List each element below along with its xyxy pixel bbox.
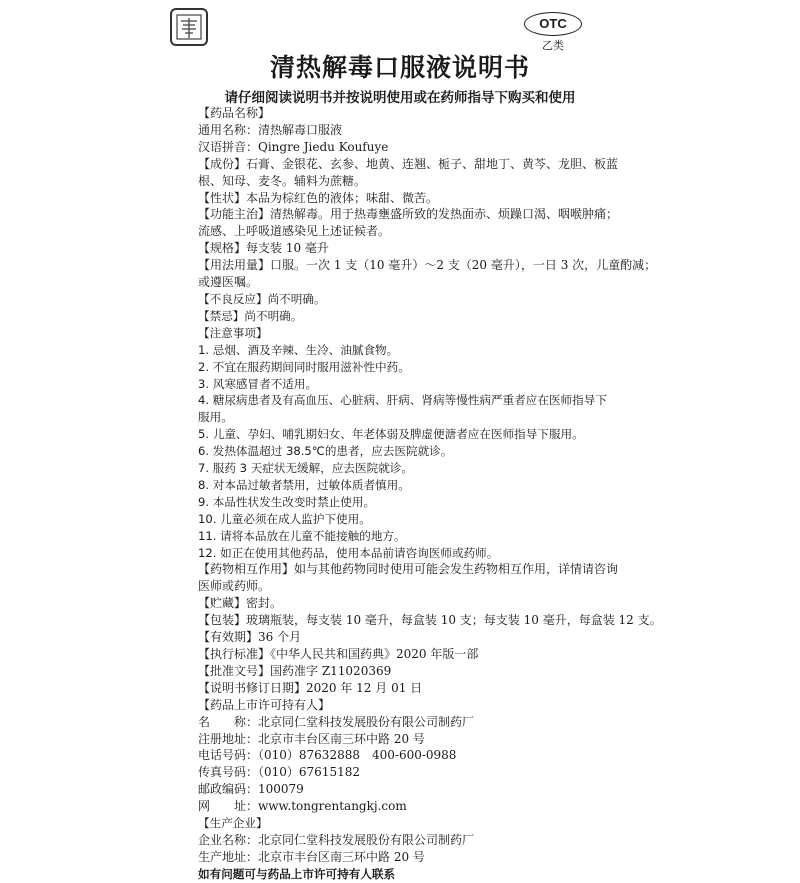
precaution-item: 12. 如正在使用其他药品，使用本品前请咨询医师或药师。 bbox=[198, 545, 499, 560]
holder-phone-line: 电话号码：（010）87632888 400-600-0988 bbox=[198, 748, 457, 763]
document-subtitle: 请仔细阅读说明书并按说明使用或在药师指导下购买和使用 bbox=[224, 90, 576, 106]
ingredients-line: 【成份】石膏、金银花、玄参、地黄、连翘、栀子、甜地丁、黄芩、龙胆、板蓝 bbox=[198, 156, 619, 171]
leaflet-body bbox=[198, 105, 662, 883]
holder-postcode-line: 邮政编码：100079 bbox=[198, 782, 304, 797]
section-manufacturer: 【生产企业】 bbox=[198, 816, 268, 831]
revision-date-line: 【说明书修订日期】2020 年 12 月 01 日 bbox=[198, 680, 423, 695]
precaution-item: 1. 忌烟、酒及辛辣、生冷、油腻食物。 bbox=[198, 342, 399, 357]
precaution-item: 2. 不宜在服药期间同时服用滋补性中药。 bbox=[198, 359, 410, 374]
precaution-item: 7. 服药 3 天症状无缓解，应去医院就诊。 bbox=[198, 461, 413, 476]
otc-badge: OTC bbox=[524, 12, 582, 36]
section-license-holder: 【药品上市许可持有人】 bbox=[198, 697, 331, 712]
pinyin-line: 汉语拼音：Qingre Jiedu Koufuye bbox=[198, 139, 389, 154]
contact-note: 如有问题可与药品上市许可持有人联系 bbox=[198, 866, 396, 881]
indications-line: 【功能主治】清热解毒。用于热毒壅盛所致的发热面赤、烦躁口渴、咽喉肿痛； bbox=[198, 207, 619, 222]
approval-number-line: 【批准文号】国药准字 Z11020369 bbox=[198, 663, 392, 678]
manufacturer-address-line: 生产地址：北京市丰台区南三环中路 20 号 bbox=[198, 849, 425, 864]
indications-line: 流感、上呼吸道感染见上述证候者。 bbox=[198, 224, 391, 239]
manufacturer-name-line: 企业名称：北京同仁堂科技发展股份有限公司制药厂 bbox=[198, 832, 475, 847]
precaution-item: 10. 儿童必须在成人监护下使用。 bbox=[198, 511, 371, 526]
section-drug-name: 【药品名称】 bbox=[198, 106, 271, 120]
holder-website-line: 网 址：www.tongrentangkj.com bbox=[198, 799, 407, 814]
storage-line: 【贮藏】密封。 bbox=[198, 596, 283, 611]
precaution-item: 4. 糖尿病患者及有高血压、心脏病、肝病、肾病等慢性病严重者应在医师指导下 bbox=[198, 393, 607, 408]
description-line: 【性状】本品为棕红色的液体；味甜、微苦。 bbox=[198, 190, 439, 205]
shelf-life-line: 【有效期】36 个月 bbox=[198, 630, 302, 645]
precaution-item: 6. 发热体温超过 38.5℃的患者，应去医院就诊。 bbox=[198, 444, 453, 459]
precaution-item: 5. 儿童、孕妇、哺乳期妇女、年老体弱及脾虚便溏者应在医师指导下服用。 bbox=[198, 427, 584, 442]
document-title: 清热解毒口服液说明书 bbox=[269, 53, 530, 82]
tongrentang-seal-icon bbox=[170, 8, 208, 46]
precaution-item: 11. 请将本品放在儿童不能接触的地方。 bbox=[198, 528, 406, 543]
standard-line: 【执行标准】《中华人民共和国药典》2020 年版一部 bbox=[198, 647, 479, 661]
otc-class-label: 乙类 bbox=[542, 39, 564, 52]
holder-address-line: 注册地址：北京市丰台区南三环中路 20 号 bbox=[198, 731, 425, 746]
interactions-line: 医师或药师。 bbox=[198, 579, 271, 594]
section-precautions: 【注意事项】 bbox=[198, 325, 268, 340]
specification-line: 【规格】每支装 10 毫升 bbox=[198, 241, 329, 256]
generic-name-line: 通用名称：清热解毒口服液 bbox=[198, 122, 343, 137]
precaution-item: 3. 风寒感冒者不适用。 bbox=[198, 376, 318, 391]
adverse-reactions-line: 【不良反应】尚不明确。 bbox=[198, 291, 326, 306]
precaution-item: 9. 本品性状发生改变时禁止使用。 bbox=[198, 494, 376, 509]
otc-mark bbox=[518, 12, 588, 53]
interactions-line: 【药物相互作用】如与其他药物同时使用可能会发生药物相互作用，详情请咨询 bbox=[198, 562, 619, 577]
ingredients-line: 根、知母、麦冬。辅料为蔗糖。 bbox=[198, 173, 367, 188]
holder-fax-line: 传真号码：（010）67615182 bbox=[198, 765, 360, 780]
precaution-item: 8. 对本品过敏者禁用，过敏体质者慎用。 bbox=[198, 477, 410, 492]
contraindications-line: 【禁忌】尚不明确。 bbox=[198, 308, 303, 323]
dosage-line: 【用法用量】口服。一次 1 支（10 毫升）～2 支（20 毫升），一日 3 次，儿童酌减； bbox=[198, 258, 657, 273]
dosage-line: 或遵医嘱。 bbox=[198, 275, 259, 290]
seal-glyph bbox=[174, 12, 204, 42]
holder-name-line: 名 称：北京同仁堂科技发展股份有限公司制药厂 bbox=[198, 714, 475, 729]
precaution-item: 服用。 bbox=[198, 410, 233, 425]
packaging-line: 【包装】玻璃瓶装，每支装 10 毫升，每盒装 10 支；每支装 10 毫升，每盒装 12 支。 bbox=[198, 613, 662, 628]
